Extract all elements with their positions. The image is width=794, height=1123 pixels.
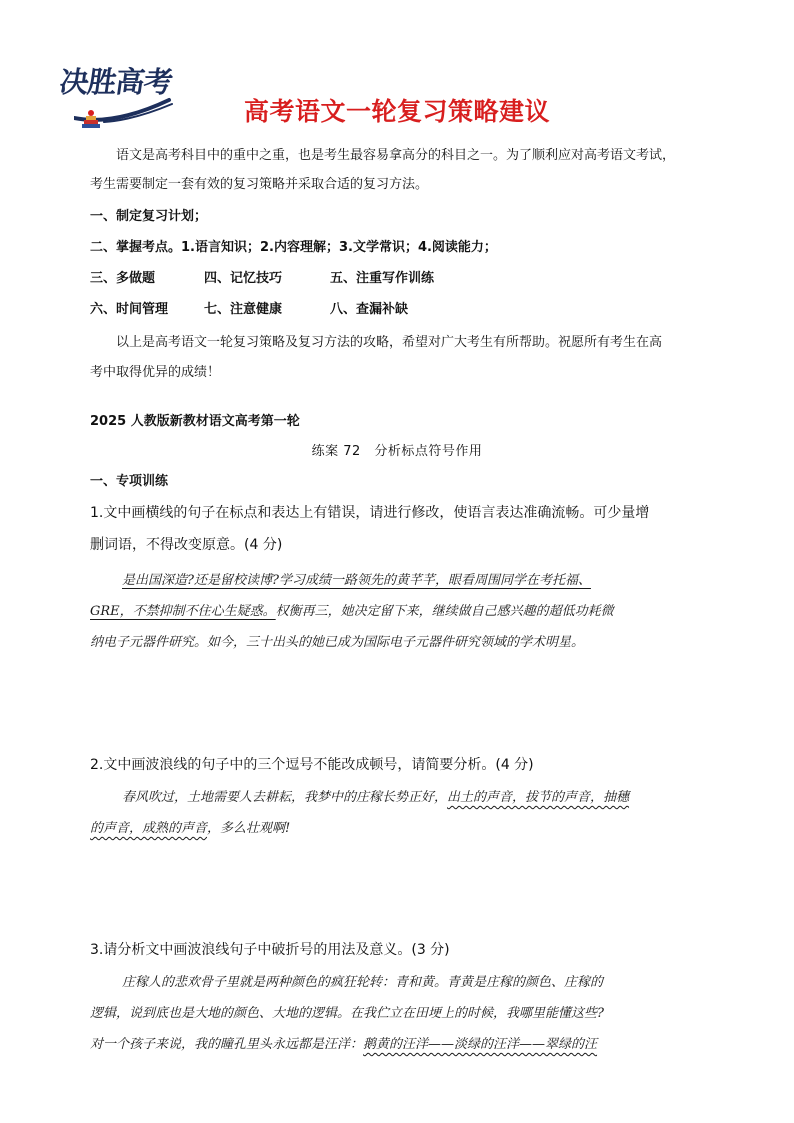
q1-underlined-1: 是出国深造?还是留校读博?学习成绩一路领先的黄芊芊，眼看周围同学在考托福、 (122, 573, 591, 588)
q3-passage-line-1: 庄稼人的悲欢骨子里就是两种颜色的疯狂轮转：青和黄。青黄是庄稼的颜色、庄稼的 (122, 975, 604, 990)
closing-line-1: 以上是高考语文一轮复习策略及复习方法的攻略，希望对广大考生有所帮助。祝愿所有考生在高 (116, 335, 663, 350)
point-6: 六、时间管理 (90, 302, 169, 317)
q2-text-1: 春风吹过，土地需要人去耕耘，我梦中的庄稼长势正好， (122, 790, 448, 805)
section-heading: 一、专项训练 (90, 474, 169, 489)
points-row-3 (90, 264, 710, 293)
q2-passage-line-1 (90, 783, 710, 812)
q1-stem-line-2: 删词语，不得改变原意。(4 分) (90, 537, 283, 553)
q1-underlined-2: GRE，不禁抑制不住心生疑惑。 (90, 604, 276, 619)
q1-passage-line-2 (90, 597, 710, 626)
point-2: 二、掌握考点。1.语言知识；2.内容理解；3.文学常识；4.阅读能力； (90, 240, 497, 255)
logo-text: 决胜高考 (57, 65, 175, 99)
closing-line-2: 考中取得优异的成绩！ (90, 365, 221, 380)
q1-passage-line-3: 纳电子元器件研究。如今，三十出头的她已成为国际电子元器件研究领域的学术明星。 (90, 635, 585, 650)
point-1: 一、制定复习计划； (90, 209, 208, 224)
series-heading: 2025 人教版新教材语文高考第一轮 (90, 414, 300, 429)
point-5: 五、注重写作训练 (330, 271, 435, 286)
q2-wavy-2: 的声音，成熟的声音 (90, 821, 208, 836)
q1-text-2: 权衡再三，她决定留下来，继续做自己感兴趣的超低功耗微 (275, 604, 614, 619)
q3-text-3: 对一个孩子来说，我的瞳孔里头永远都是汪洋： (90, 1037, 364, 1052)
q1-stem-line-1: 1.文中画横线的句子在标点和表达上有错误，请进行修改，使语言表达准确流畅。可少量增 (90, 505, 650, 521)
point-7: 七、注意健康 (204, 302, 283, 317)
point-3: 三、多做题 (90, 271, 156, 286)
q3-passage-line-2: 逻辑，说到底也是大地的颜色、大地的逻辑。在我伫立在田埂上的时候，我哪里能懂这些? (90, 1006, 604, 1021)
point-8: 八、查漏补缺 (330, 302, 409, 317)
q1-passage-line-1 (90, 566, 710, 595)
q2-text-2: ，多么壮观啊! (207, 821, 291, 836)
page-title: 高考语文一轮复习策略建议 (243, 97, 550, 126)
q3-stem: 3.请分析文中画波浪线句子中破折号的用法及意义。(3 分) (90, 942, 450, 958)
q2-wavy-1: 出土的声音，拔节的声音，抽穗 (447, 790, 630, 805)
q2-stem: 2.文中画波浪线的句子中的三个逗号不能改成顿号，请简要分析。(4 分) (90, 757, 534, 773)
intro-line-2: 考生需要制定一套有效的复习策略并采取合适的复习方法。 (90, 177, 429, 192)
points-row-4 (90, 295, 710, 324)
q2-passage-line-2 (90, 814, 710, 843)
case-title: 练案 72 分析标点符号作用 (311, 444, 483, 459)
point-4: 四、记忆技巧 (204, 271, 283, 286)
q3-wavy-3: 鹅黄的汪洋——淡绿的汪洋——翠绿的汪 (363, 1037, 598, 1052)
intro-line-1: 语文是高考科目中的重中之重，也是考生最容易拿高分的科目之一。为了顺利应对高考语文考试， (116, 148, 676, 163)
q3-passage-line-3 (90, 1030, 710, 1059)
